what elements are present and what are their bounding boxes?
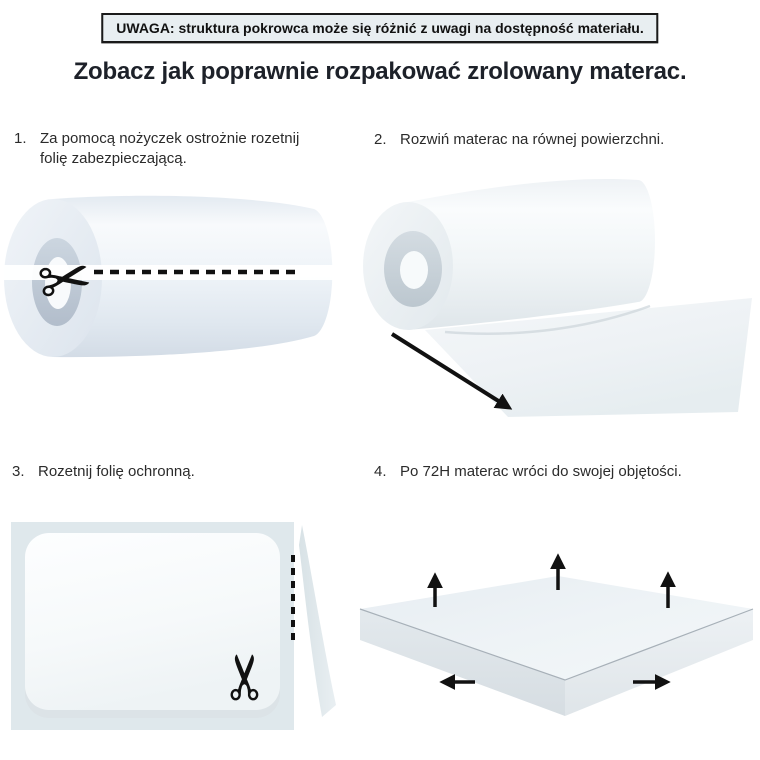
step-1-caption [14,129,322,169]
step-2-number: 2. [374,131,387,148]
step-3-number: 3. [12,463,25,480]
step-3-text: Rozetnij folię ochronną. [38,463,195,480]
step-1-illustration-rolled-mattress [2,185,335,397]
unrolling-roll-core-hole [400,251,428,289]
mattress-slab-top-face [360,576,753,680]
scissors-icon: ✂ [32,240,99,323]
foil-cut-flap [299,525,336,717]
step-3-illustration-mattress-in-foil [5,505,338,757]
step-2-text: Rozwiń materac na równej powierzchni. [400,131,665,148]
step-4-illustration-expanding-mattress [350,532,758,758]
step-3-caption [12,462,338,482]
notice-banner-text: UWAGA: struktura pokrowca może się różnić z uwagi na dostępność materiału. [116,20,644,36]
step-1-text: Za pomocą nożyczek ostrożnie rozetnij folię zabezpieczającą. [40,130,300,167]
scissors-icon: ✂ [209,651,282,703]
step-1-number: 1. [14,130,27,147]
step-4-caption [374,462,760,482]
step-2-illustration-unrolling-mattress [350,160,758,428]
notice-banner [101,13,658,43]
step-4-number: 4. [374,463,387,480]
page-title: Zobacz jak poprawnie rozpakować zrolowany materac. [73,58,687,85]
step-4-text: Po 72H materac wróci do swojej objętości. [400,463,682,480]
step-2-caption [374,130,756,150]
